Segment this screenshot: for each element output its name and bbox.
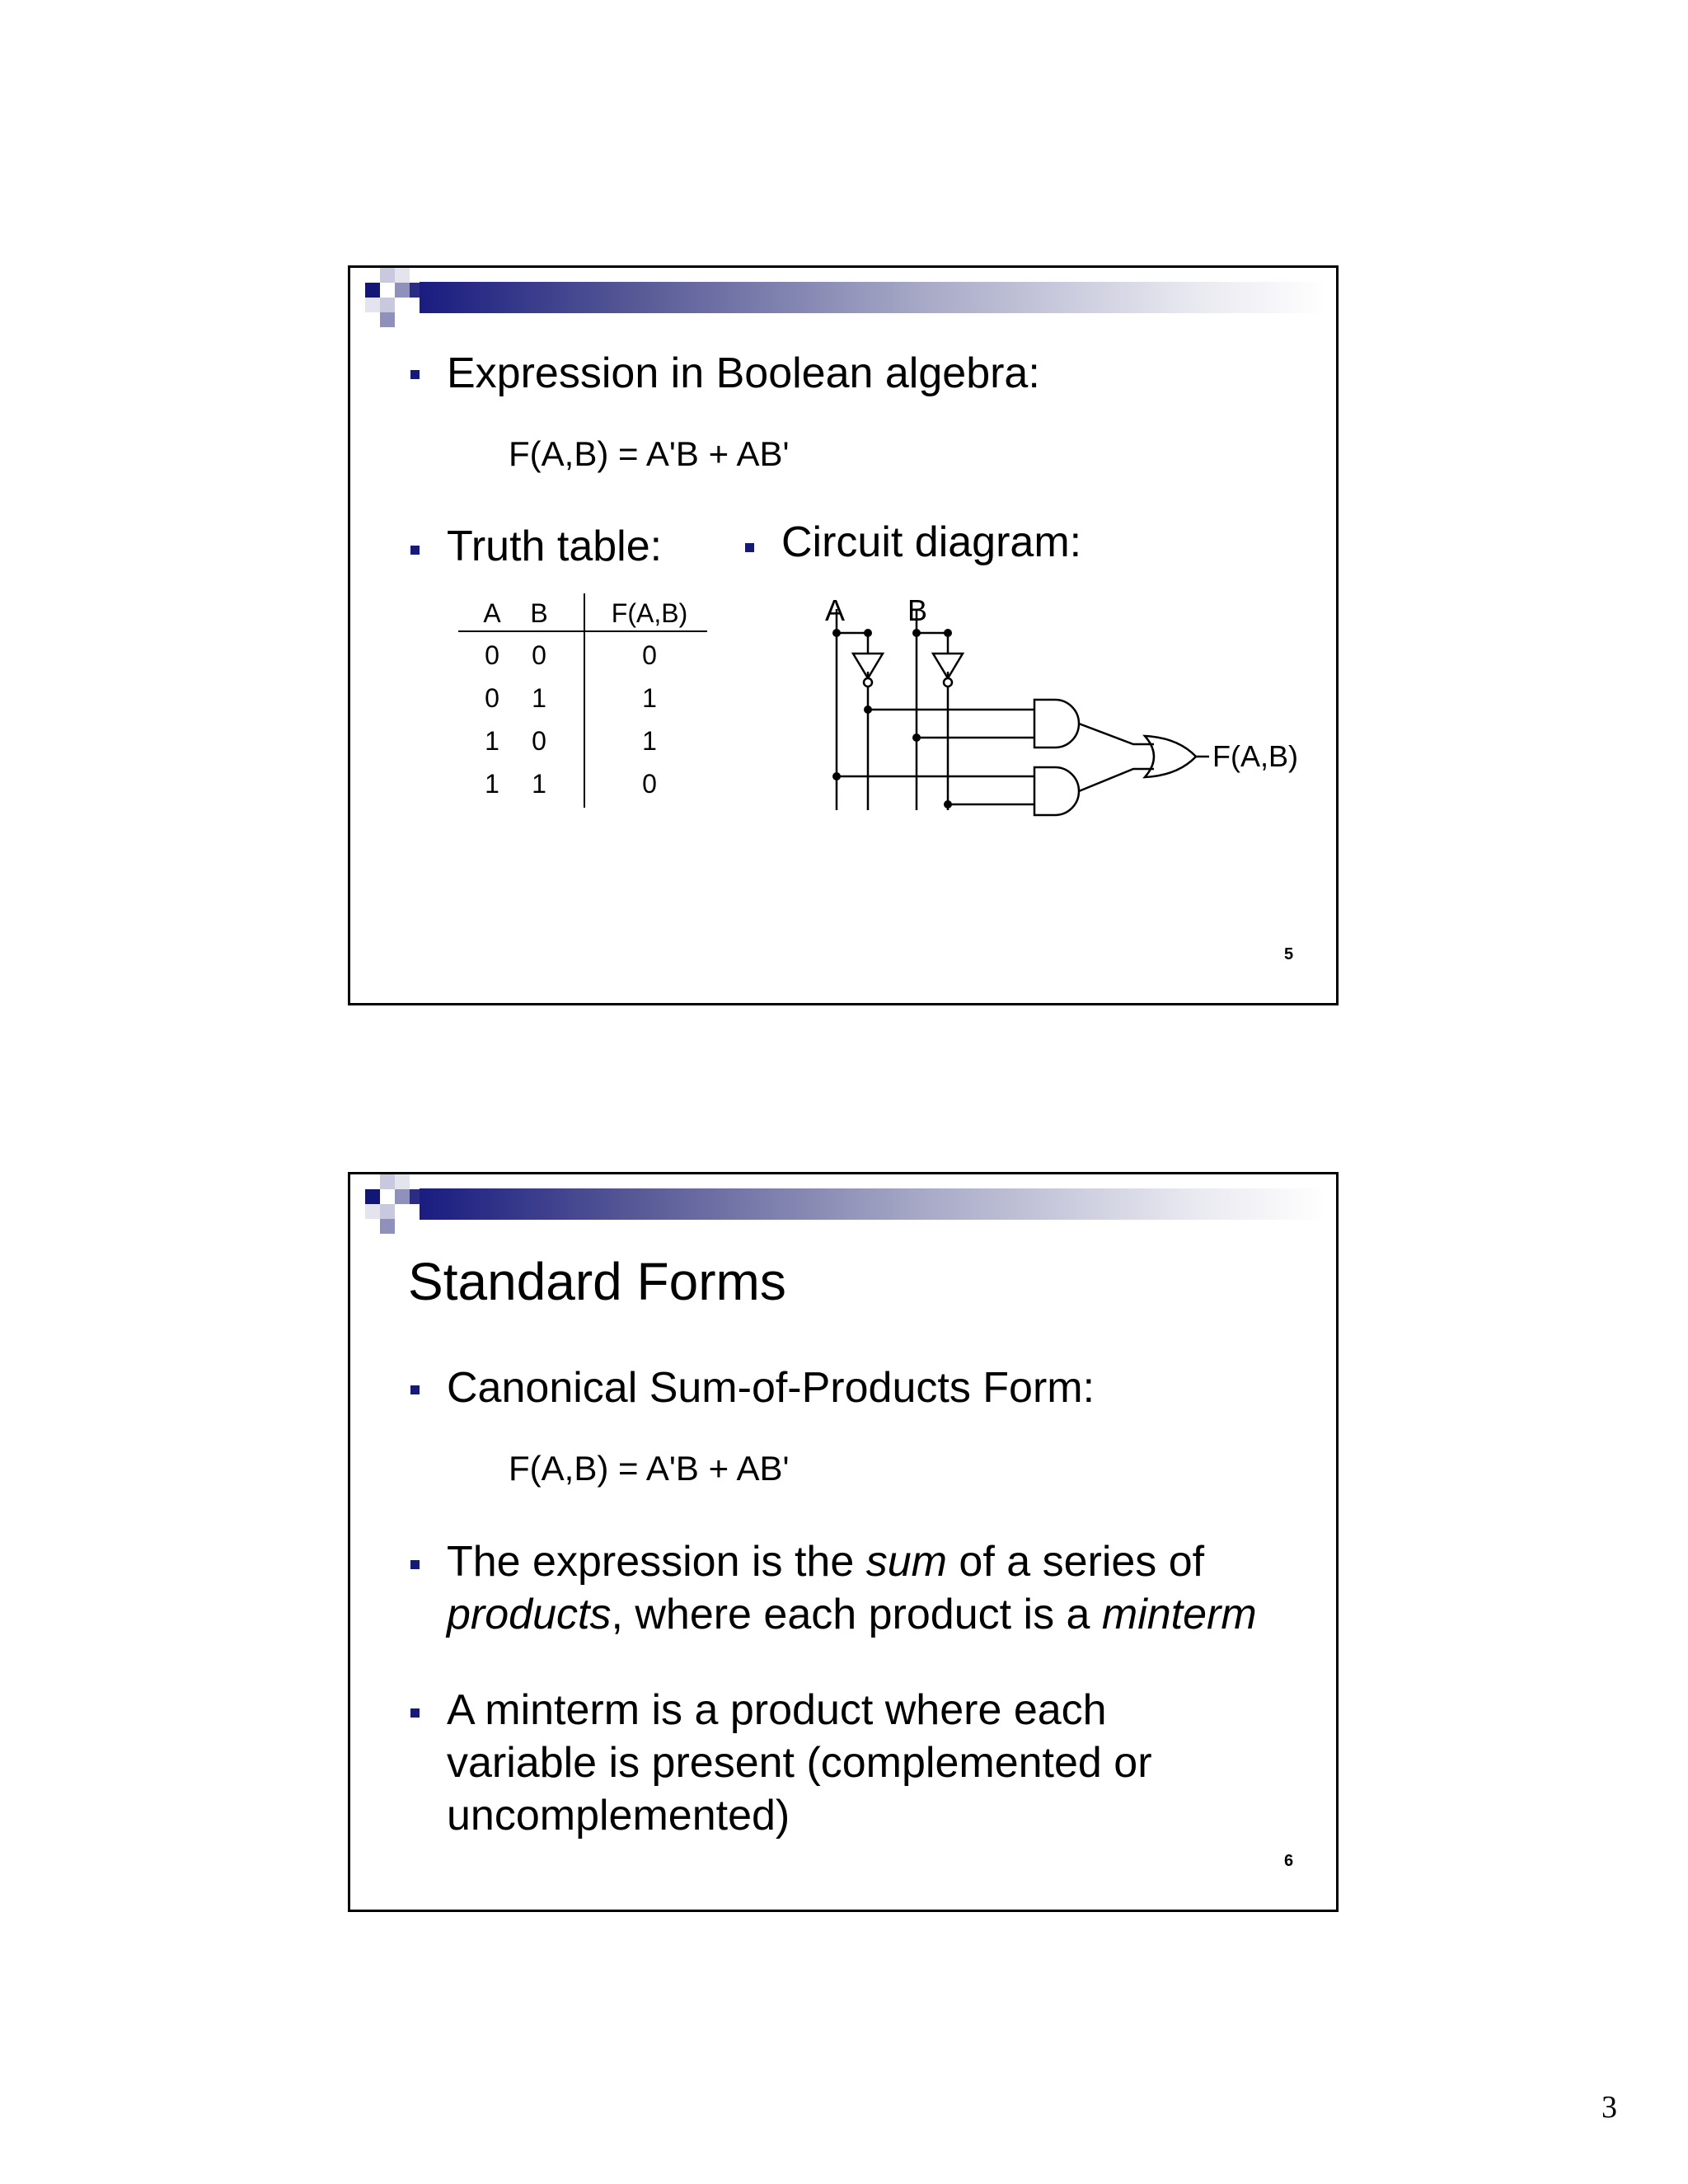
bullet-sum-of-products	[447, 1535, 1287, 1641]
text-run: , where each product is a	[611, 1591, 1102, 1638]
deco-square	[395, 268, 410, 283]
table-cell: 1	[485, 769, 499, 799]
and-gate-1	[1034, 700, 1079, 748]
slide-title: Standard Forms	[408, 1252, 786, 1311]
table-header-f: F(A,B)	[611, 598, 688, 628]
circuit-label-a: A	[825, 593, 846, 627]
deco-square	[380, 298, 395, 312]
deco-square	[395, 1189, 410, 1204]
bullet-minterm-definition	[447, 1684, 1287, 1842]
slide-page-number: 5	[1284, 945, 1294, 963]
emphasis-products: products	[447, 1591, 612, 1638]
table-cell: 0	[642, 769, 657, 799]
table-divider	[584, 593, 585, 808]
deco-square	[365, 298, 380, 312]
slide-header-decoration	[350, 268, 1341, 334]
bullet-marker	[410, 1560, 420, 1569]
deco-square	[380, 312, 395, 327]
and-gate-2	[1034, 767, 1079, 815]
bullet-marker	[410, 546, 420, 555]
emphasis-minterm: minterm	[1101, 1591, 1257, 1638]
table-cell: 0	[532, 640, 546, 670]
text-line: variable is present (complemented or	[447, 1739, 1152, 1787]
deco-square	[410, 283, 420, 298]
table-cell: 0	[642, 640, 657, 670]
table-cell: 1	[532, 769, 546, 799]
slide-page-number: 6	[1284, 1852, 1294, 1870]
document-page-number: 3	[1601, 2090, 1617, 2125]
circuit-diagram	[787, 589, 1315, 837]
deco-square	[380, 1174, 395, 1189]
table-header-a: A	[483, 598, 501, 628]
bullet-marker	[410, 370, 420, 379]
table-cell: 1	[642, 726, 657, 756]
slide-5	[348, 265, 1339, 1005]
table-header-b: B	[530, 598, 548, 628]
deco-square	[410, 1189, 420, 1204]
text-run: of a series of	[946, 1538, 1205, 1586]
bullet-marker	[745, 543, 754, 552]
gradient-band	[420, 1188, 1326, 1220]
table-cell: 0	[532, 726, 546, 756]
table-cell: 1	[485, 726, 499, 756]
deco-square	[365, 1189, 380, 1204]
bullet-marker	[410, 1385, 420, 1394]
table-cell: 0	[485, 683, 499, 713]
table-cell: 0	[485, 640, 499, 670]
equation: F(A,B) = A'B + AB'	[509, 434, 790, 473]
equation: F(A,B) = A'B + AB'	[509, 1449, 790, 1488]
bullet-expression: Expression in Boolean algebra:	[447, 349, 1040, 397]
bullet-marker	[410, 1708, 420, 1718]
table-header-rule	[458, 630, 707, 632]
truth-table	[458, 593, 714, 808]
table-cell: 1	[532, 683, 546, 713]
text-run: The expression is the	[447, 1538, 866, 1586]
gradient-band	[420, 282, 1326, 313]
text-line: uncomplemented)	[447, 1792, 790, 1840]
table-cell: 1	[642, 683, 657, 713]
circuit-label-output: F(A,B)	[1212, 739, 1298, 773]
emphasis-sum: sum	[865, 1538, 947, 1586]
slide-6	[348, 1172, 1339, 1912]
bullet-circuit-diagram: Circuit diagram:	[781, 518, 1082, 566]
deco-square	[365, 1204, 380, 1219]
or-gate	[1145, 736, 1196, 777]
bullet-canonical-sop: Canonical Sum-of-Products Form:	[447, 1364, 1095, 1412]
text-line: A minterm is a product where each	[447, 1686, 1107, 1734]
deco-square	[365, 283, 380, 298]
circuit-label-b: B	[907, 593, 928, 627]
slide-header-decoration	[350, 1174, 1341, 1240]
deco-square	[380, 1204, 395, 1219]
deco-square	[395, 283, 410, 298]
bullet-truth-table: Truth table:	[447, 523, 663, 570]
deco-square	[395, 1174, 410, 1189]
deco-square	[380, 268, 395, 283]
deco-square	[380, 1219, 395, 1234]
